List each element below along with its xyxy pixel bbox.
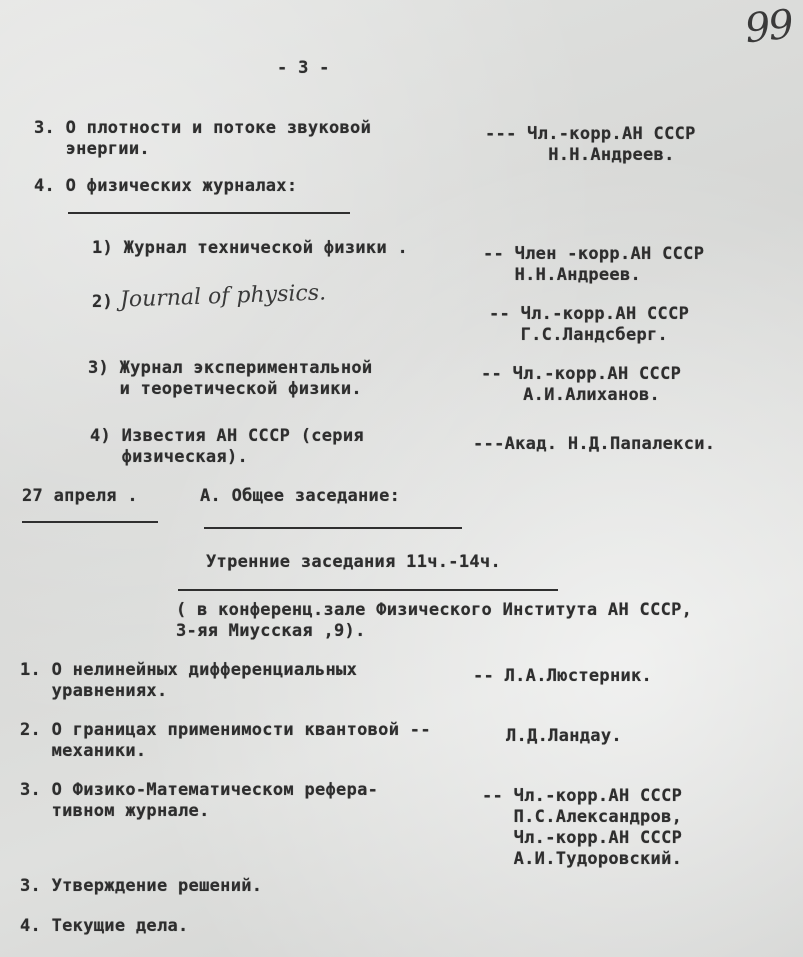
agenda-item-speaker: -- Л.А.Люстерник. [473,666,653,686]
page-number: - 3 - [277,58,330,78]
journal-item-speaker: -- Чл.-корр.АН СССР Г.С.Ландсберг. [489,304,690,345]
agenda-item-text: 4. Текущие дела. [20,916,189,936]
agenda-item-speaker: --- Чл.-корр.АН СССР Н.Н.Андреев. [485,124,696,165]
underline-rule [68,212,350,214]
journal-item-speaker: -- Член -корр.АН СССР Н.Н.Андреев. [483,244,705,285]
underline-rule [178,589,558,591]
underline-rule [204,527,462,529]
agenda-item-speaker: Л.Д.Ландау. [506,726,622,746]
journal-item-text: 3) Журнал экспериментальной и теоретической физики. [88,358,373,399]
day-date: 27 апреля . [22,486,138,506]
agenda-item-text: 4. О физических журналах: [34,176,298,196]
journal-item-speaker: ---Акад. Н.Д.Папалекси. [473,434,716,454]
page-stamp-number: 99 [742,1,795,53]
agenda-item-text: 2. О границах применимости квантовой -- механики. [20,720,431,761]
day-title: А. Общее заседание: [200,486,401,506]
agenda-item-speaker: -- Чл.-корр.АН СССР П.С.Александров, Чл.-корр.АН СССР А.И.Тудоровский. [482,786,683,869]
journal-item-number: 2) [92,292,114,312]
journal-item-text: 1) Журнал технической физики . [92,238,409,258]
agenda-item-text: 3. О Физико-Математическом рефера- тивном журнале. [20,780,379,821]
journal-item-text: 4) Известия АН СССР (серия физическая). [90,426,364,467]
location-text: ( в конференц.зале Физического Института АН СССР, 3-яя Миусская ,9). [176,600,693,641]
session-title: Утренние заседания 11ч.-14ч. [206,552,501,572]
agenda-item-text: 3. О плотности и потоке звуковой энергии. [34,118,372,159]
handwritten-journal-title: Journal of physics. [119,280,327,313]
agenda-item-text: 3. Утверждение решений. [20,876,263,896]
journal-item-speaker: -- Чл.-корр.АН СССР А.И.Алиханов. [481,364,682,405]
agenda-item-text: 1. О нелинейных дифференциальных уравнениях. [20,660,358,701]
underline-rule [22,521,158,523]
